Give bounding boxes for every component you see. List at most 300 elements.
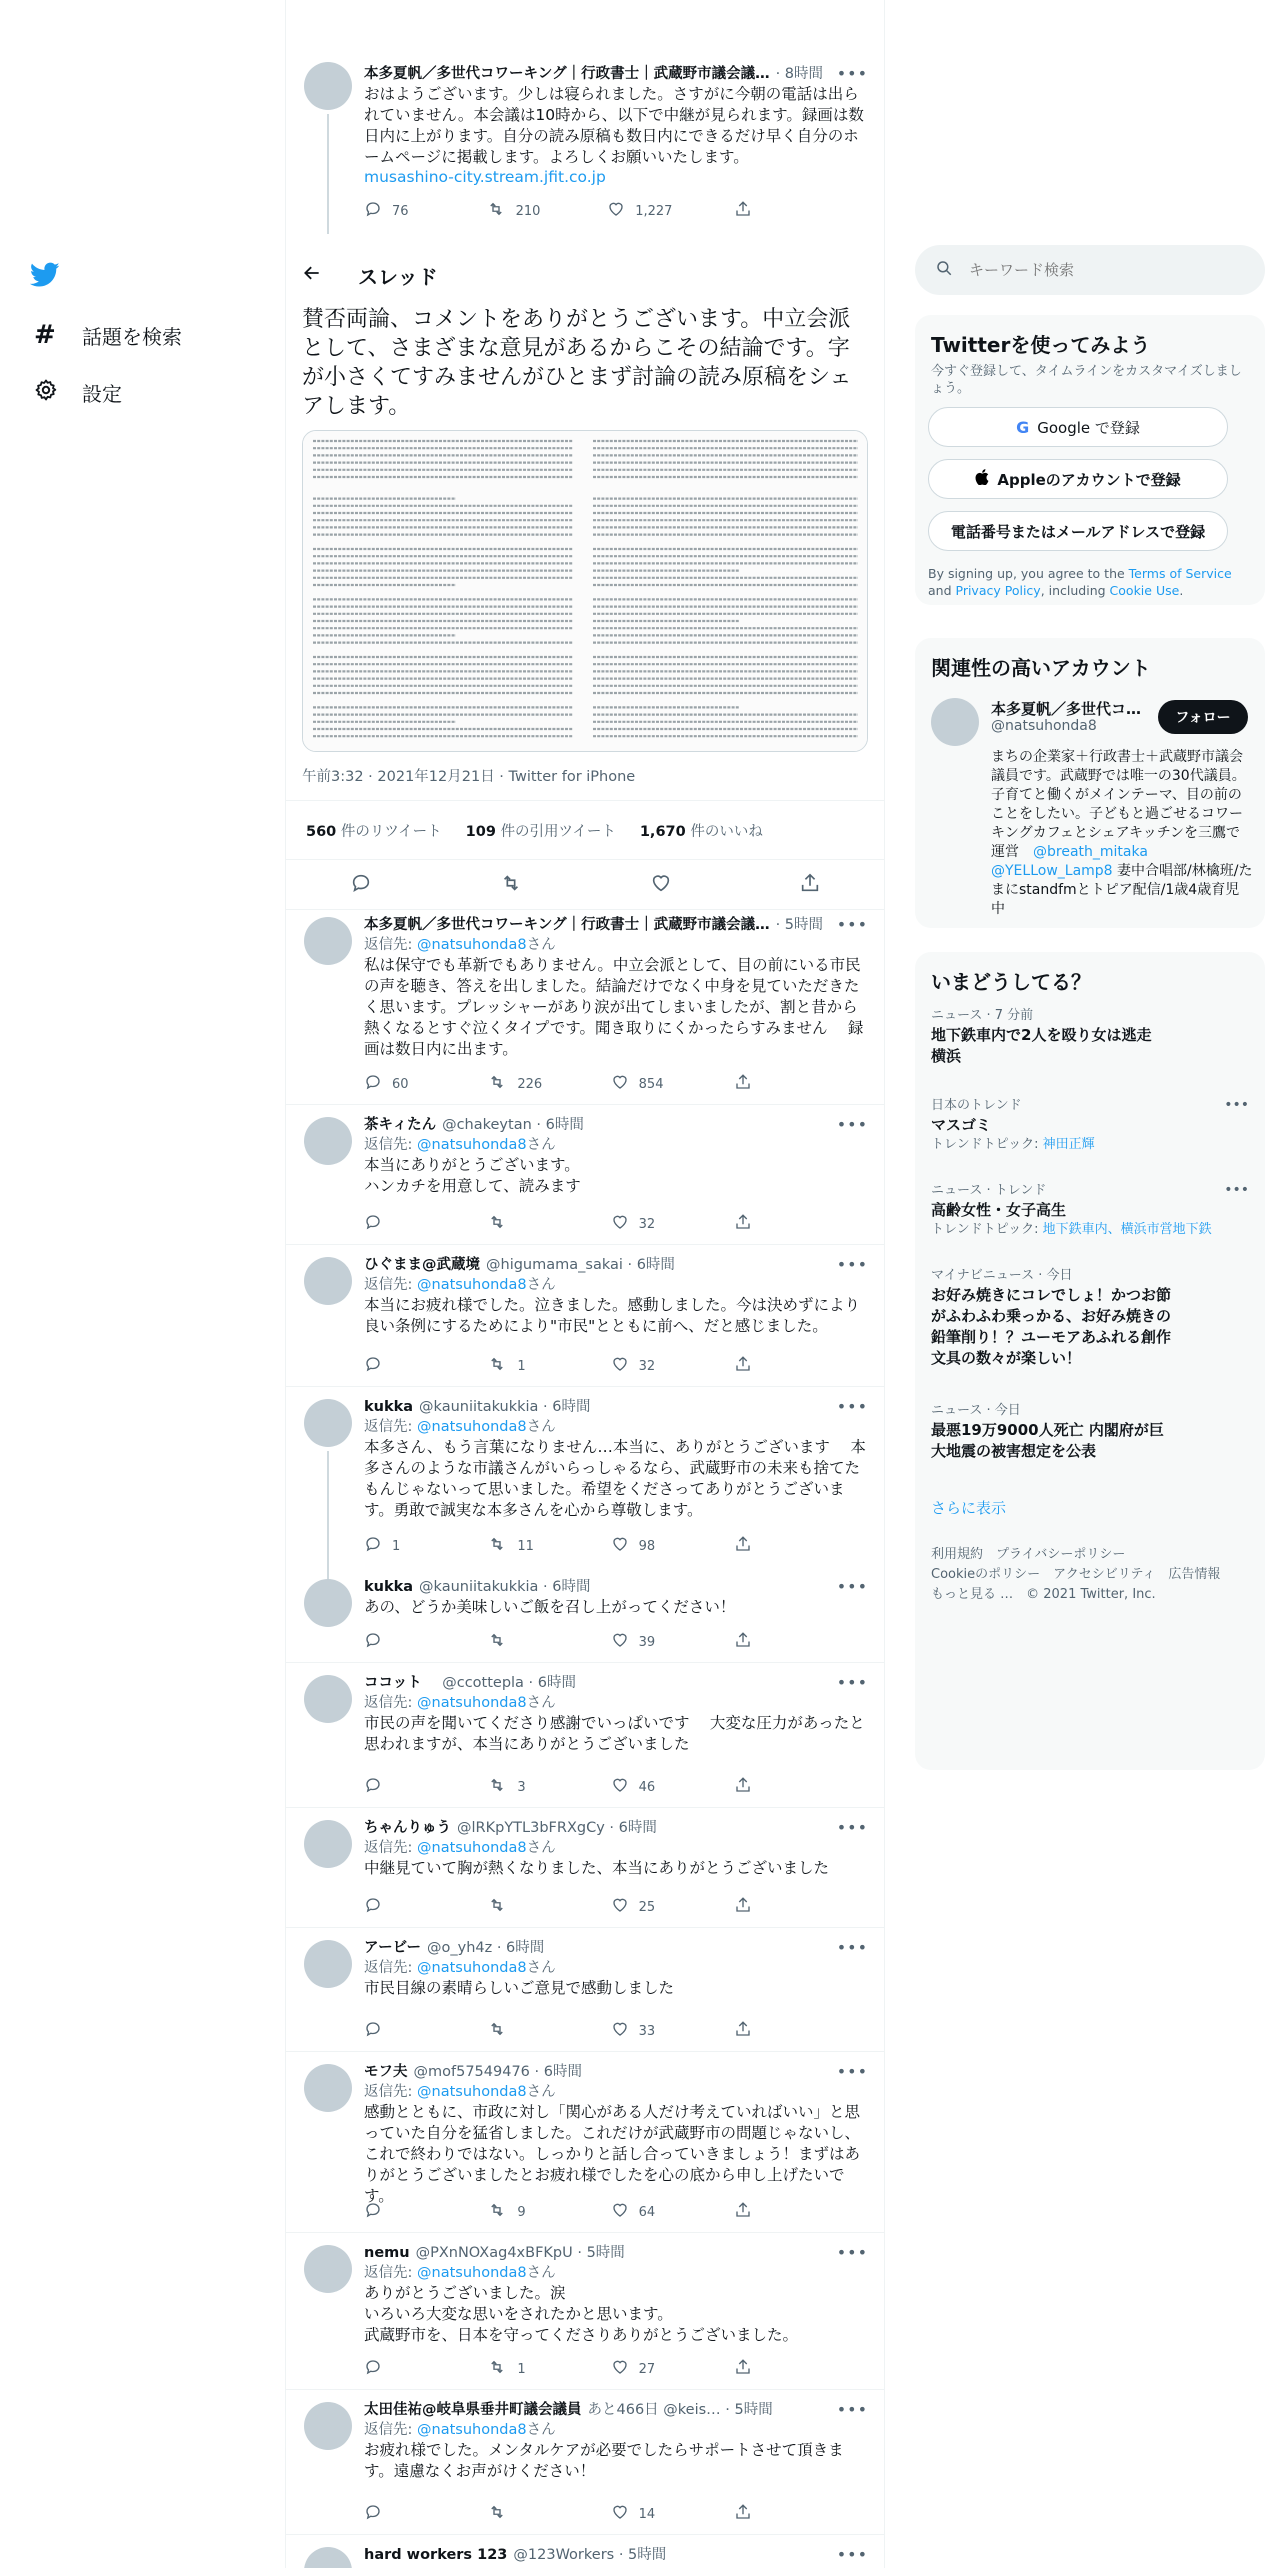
share-button[interactable] — [734, 2503, 794, 2525]
main-tweet-text: 賛否両論、コメントをありがとうございます。中立会派として、さまざまな意見があるからこその結論です。字が小さくてすみませんがひとまず討論の読み原稿をシェアします。 — [302, 307, 852, 419]
heart-icon — [611, 1631, 629, 1653]
author-name[interactable]: モフ夫 — [364, 2064, 408, 2080]
reply-icon — [364, 2358, 382, 2380]
retweet-button[interactable] — [487, 1355, 547, 1377]
share-button[interactable] — [734, 2020, 794, 2042]
author-name[interactable]: ちゃんりゅう — [364, 1820, 451, 1836]
more-icon[interactable]: ••• — [836, 1397, 868, 1416]
trend-item[interactable] — [931, 1402, 1249, 1462]
footer-links — [931, 1545, 1220, 1605]
retweet-button[interactable] — [486, 200, 546, 222]
author-meta[interactable]: @higumama_sakai · 6時間 — [486, 1257, 675, 1273]
apple-signup-button[interactable] — [928, 459, 1228, 499]
reply-icon — [364, 1776, 382, 1798]
avatar[interactable] — [304, 1399, 352, 1447]
trend-item[interactable] — [931, 1182, 1249, 1239]
retweet-icon[interactable] — [499, 872, 523, 898]
relevant-name[interactable]: 本多夏帆／多世代コ… — [991, 700, 1142, 718]
reply-tweet[interactable] — [286, 1105, 884, 1245]
tweet-actions — [364, 1213, 794, 1235]
retweet-count: 3 — [517, 1779, 526, 1795]
reply-button[interactable] — [364, 1355, 424, 1377]
share-icon — [734, 1776, 752, 1798]
trend-item[interactable] — [931, 1007, 1249, 1067]
relevant-people-card — [915, 638, 1265, 928]
reply-context: 返信先: @natsuhonda8さん — [364, 2422, 556, 2438]
avatar[interactable] — [304, 1257, 352, 1305]
avatar[interactable] — [304, 917, 352, 965]
author-meta[interactable]: @123Workers · 5時間 — [513, 2547, 667, 2563]
heart-icon — [611, 2503, 629, 2525]
avatar[interactable] — [304, 1117, 352, 1165]
author-meta[interactable]: @ccottepla · 6時間 — [427, 1675, 576, 1691]
reply-tweet[interactable] — [286, 1663, 884, 1808]
retweet-icon — [487, 2201, 507, 2223]
reply-icon — [364, 1213, 382, 1235]
retweet-icon — [487, 1355, 507, 1377]
retweet-button[interactable] — [487, 1073, 547, 1095]
share-button[interactable] — [734, 1073, 794, 1095]
terms-link[interactable]: Terms of Service — [1128, 566, 1232, 581]
more-icon[interactable]: ••• — [836, 2400, 868, 2419]
retweet-button[interactable] — [487, 2020, 547, 2042]
nav-settings[interactable] — [34, 378, 122, 407]
retweet-button[interactable] — [487, 1776, 547, 1798]
reply-button[interactable] — [364, 2503, 424, 2525]
author-name[interactable]: アービー — [364, 1940, 421, 1956]
document-image — [303, 431, 868, 752]
share-icon — [734, 1355, 752, 1377]
retweet-button[interactable] — [487, 2503, 547, 2525]
tweet-text: 本当にお疲れ様でした。泣きました。感動しました。今は決めずにより良い条例にするためにより"市民"とともに前へ、だと感じました。 — [364, 1296, 861, 1335]
trend-meta: ニュース · 7 分前 — [931, 1008, 1034, 1023]
reply-icon — [364, 2201, 382, 2223]
retweet-button[interactable] — [487, 1631, 547, 1653]
tweet-text: おはようございます。少しは寝られました。さすがに今朝の電話は出られていません。本会議は10時から、以下で中継が見られます。録画は数日内に上がります。自分の読み原稿も数日内にできるだけ早く自分のホームページに掲載します。よろしくお願いいたします。 — [364, 85, 864, 166]
reply-context: 返信先: @natsuhonda8さん — [364, 1419, 556, 1435]
parent-tweet[interactable] — [286, 50, 884, 230]
hashtag-icon: # — [34, 320, 56, 350]
reply-button[interactable] — [364, 1073, 424, 1095]
like-count: 32 — [638, 1216, 656, 1232]
share-icon — [734, 2503, 752, 2525]
quotes-stat[interactable]: 109 件の引用ツイート — [465, 823, 616, 840]
reply-button[interactable] — [364, 2201, 424, 2223]
avatar[interactable] — [304, 62, 352, 110]
reply-tweet[interactable] — [286, 2233, 884, 2390]
signup-terms: By signing up, you agree to the Terms of Service and Privacy Policy, including Cookie Use. — [928, 566, 1232, 598]
tweet-actions — [364, 2503, 794, 2525]
nav-explore[interactable] — [34, 320, 182, 350]
tweet-text: 本当にありがとうございます。 ハンカチを用意して、読みます — [364, 1156, 581, 1195]
retweet-button[interactable] — [487, 2358, 547, 2380]
author-meta[interactable]: @o_yh4z · 6時間 — [427, 1940, 545, 1956]
avatar[interactable] — [304, 2547, 352, 2568]
trend-topic-link[interactable]: 神田正輝 — [1042, 1137, 1095, 1152]
retweet-count: 9 — [517, 2204, 526, 2220]
twitter-logo-icon[interactable] — [30, 262, 60, 292]
author-name[interactable]: ひぐまま@武蔵境 — [364, 1257, 480, 1273]
tweet-actions — [364, 2358, 794, 2380]
reply-icon — [364, 1073, 382, 1095]
like-count: 46 — [638, 1779, 656, 1795]
like-count: 27 — [638, 2361, 656, 2377]
heart-icon — [611, 2020, 629, 2042]
reply-count: 76 — [392, 203, 409, 219]
more-icon[interactable]: ••• — [836, 1115, 868, 1134]
like-button[interactable] — [611, 1776, 671, 1798]
apple-signup-label: Appleのアカウントで登録 — [997, 470, 1181, 489]
trends-card — [915, 952, 1265, 1770]
more-icon[interactable]: ••• — [836, 915, 868, 934]
avatar[interactable] — [304, 2245, 352, 2293]
author-meta[interactable]: @PXnNOXag4xBFKpU · 5時間 — [415, 2245, 625, 2261]
main-tweet-timestamp[interactable]: 午前3:32 · 2021年12月21日 · Twitter for iPhone — [302, 769, 636, 785]
reply-icon — [364, 1355, 382, 1377]
bio-mention-link[interactable]: @breath_mitaka — [1033, 844, 1148, 860]
reply-tweet[interactable] — [286, 905, 884, 1105]
trend-item[interactable] — [931, 1267, 1249, 1369]
reply-tweet[interactable] — [286, 2535, 884, 2568]
reply-tweet[interactable] — [286, 1808, 884, 1928]
share-icon — [734, 2020, 752, 2042]
author-meta[interactable]: · 5時間 — [775, 917, 824, 933]
reply-context: 返信先: @natsuhonda8さん — [364, 1277, 556, 1293]
share-icon — [734, 1213, 752, 1235]
trend-title: お好み焼きにコレでしょ！かつお節がふわふわ乗っかる、お好み焼きの鉛筆削り！？ユーモアあふれる創作文具の数々が楽しい！ — [931, 1286, 1172, 1367]
retweet-icon — [487, 2503, 507, 2525]
reply-icon — [364, 200, 382, 222]
heart-icon — [611, 1776, 629, 1798]
trend-title: 最悪19万9000人死亡 内閣府が巨大地震の被害想定を公表 — [931, 1421, 1164, 1460]
retweet-icon — [487, 2358, 507, 2380]
author-name[interactable]: 太田佳祐@岐阜県垂井町議会議員 — [364, 2402, 582, 2418]
share-icon — [734, 1896, 752, 1918]
trends-title: いまどうしてる？ — [931, 970, 1091, 994]
mention-link[interactable]: @natsuhonda8 — [417, 1419, 527, 1435]
trend-title: マスゴミ — [931, 1116, 992, 1134]
reply-button[interactable] — [364, 2358, 424, 2380]
show-more-link[interactable]: さらに表示 — [931, 1499, 1007, 1517]
mention-link[interactable]: @natsuhonda8 — [417, 2422, 527, 2438]
mention-link[interactable]: @natsuhonda8 — [417, 2265, 527, 2281]
signup-subtitle: 今すぐ登録して、タイムラインをカスタマイズしましょう。 — [931, 364, 1242, 396]
tweet-text: ありがとうございました。涙 いろいろ大変な思いをされたかと思います。 武蔵野市を、日本を守ってくださりありがとうございました。 — [364, 2284, 799, 2344]
avatar[interactable] — [304, 2064, 352, 2112]
reply-icon — [364, 1896, 382, 1918]
like-count: 98 — [638, 1538, 656, 1554]
trend-item[interactable] — [931, 1097, 1249, 1154]
reply-tweet[interactable] — [286, 2052, 884, 2233]
share-button[interactable] — [734, 2201, 794, 2223]
reply-context: 返信先: @natsuhonda8さん — [364, 1840, 556, 1856]
main-tweet-actions — [286, 860, 884, 910]
like-button[interactable] — [611, 2020, 671, 2042]
like-count: 14 — [638, 2506, 656, 2522]
search-bar[interactable] — [915, 245, 1265, 295]
mention-link[interactable]: @natsuhonda8 — [417, 1960, 527, 1976]
reply-context: 返信先: @natsuhonda8さん — [364, 1695, 556, 1711]
reply-button[interactable] — [364, 1213, 424, 1235]
heart-icon — [611, 1535, 629, 1557]
tweet-actions — [364, 1355, 794, 1377]
reply-button[interactable] — [364, 1631, 424, 1653]
retweet-count: 11 — [517, 1538, 534, 1554]
share-icon — [734, 1535, 752, 1557]
like-count: 33 — [638, 2023, 656, 2039]
share-icon — [734, 200, 752, 222]
tweet-actions — [364, 1535, 794, 1557]
search-input[interactable] — [969, 261, 1229, 279]
heart-icon[interactable] — [650, 872, 672, 898]
trend-topic: トレンドトピック: 地下鉄車内、横浜市営地下鉄 — [931, 1222, 1212, 1237]
like-count: 32 — [638, 1358, 656, 1374]
mention-link[interactable]: @natsuhonda8 — [417, 937, 527, 953]
tweet-actions — [364, 2020, 794, 2042]
google-signup-label: Google で登録 — [1037, 418, 1140, 437]
retweets-stat[interactable]: 560 件のリツイート — [306, 823, 442, 840]
more-icon[interactable]: ••• — [836, 1255, 868, 1274]
reply-icon[interactable] — [350, 872, 372, 898]
heart-icon — [611, 1073, 629, 1095]
heart-icon — [611, 1896, 629, 1918]
retweet-icon — [487, 1896, 507, 1918]
author-name[interactable]: 本多夏帆／多世代コワーキング｜行政書士｜武蔵野市議会議… — [364, 917, 770, 933]
share-button[interactable] — [734, 200, 794, 222]
author-name[interactable]: 本多夏帆／多世代コワーキング｜行政書士｜武蔵野市議会議… — [364, 66, 770, 82]
tweet-actions — [364, 1896, 794, 1918]
more-icon[interactable]: ••• — [836, 1577, 868, 1596]
like-button[interactable] — [611, 1073, 671, 1095]
retweet-button[interactable] — [487, 2201, 547, 2223]
thread-connector — [327, 1451, 329, 1581]
retweet-count: 1 — [517, 1358, 526, 1374]
tweet-text: お疲れ様でした。メンタルケアが必要でしたらサポートさせて頂きます。遠慮なくお声がけください！ — [364, 2441, 844, 2480]
footer-line[interactable]: 利用規約 プライバシーポリシー — [931, 1547, 1126, 1562]
retweet-icon — [487, 1631, 507, 1653]
google-signup-button[interactable] — [928, 407, 1228, 447]
mention-link[interactable]: @natsuhonda8 — [417, 1840, 527, 1856]
like-button[interactable] — [611, 1896, 671, 1918]
share-icon — [734, 2201, 752, 2223]
reply-button[interactable] — [364, 2020, 424, 2042]
relevant-handle[interactable]: @natsuhonda8 — [991, 718, 1097, 734]
main-tweet-image[interactable] — [302, 430, 868, 752]
like-button[interactable] — [611, 1355, 671, 1377]
mention-link[interactable]: @natsuhonda8 — [417, 1695, 527, 1711]
like-button[interactable] — [611, 1535, 671, 1557]
reply-icon — [364, 1535, 382, 1557]
follow-button[interactable]: フォロー — [1158, 700, 1248, 734]
search-icon — [935, 259, 953, 281]
more-icon[interactable]: ••• — [836, 1938, 868, 1957]
author-name[interactable]: hard workers 123 — [364, 2547, 508, 2563]
retweet-count: 210 — [515, 203, 541, 219]
like-button[interactable] — [611, 2201, 671, 2223]
author-name[interactable]: kukka — [364, 1579, 414, 1595]
tweet-actions — [364, 1073, 794, 1095]
trend-meta: ニュース · 今日 — [931, 1403, 1021, 1418]
reply-icon — [364, 1631, 382, 1653]
more-icon[interactable]: ••• — [836, 2243, 868, 2262]
reply-button[interactable] — [364, 200, 424, 222]
tweet-text: 本多さん、もう言葉になりません…本当に、ありがとうございます 本多さんのような市議さんがいらっしゃるなら、武蔵野市の未来も捨てたもんじゃないって思いました。希望をくださってありがとうございます。勇敢で誠実な本多さんを心から尊敬します。 — [364, 1438, 866, 1519]
share-button[interactable] — [734, 1631, 794, 1653]
like-count: 39 — [638, 1634, 656, 1650]
apple-icon — [975, 469, 989, 489]
author-meta[interactable]: @chakeytan · 6時間 — [442, 1117, 584, 1133]
avatar[interactable] — [304, 1675, 352, 1723]
thread-column — [285, 0, 885, 2568]
author-name[interactable]: 茶キィたん — [364, 1117, 437, 1133]
trend-topic: トレンドトピック: 神田正輝 — [931, 1137, 1095, 1152]
like-button[interactable] — [611, 1213, 671, 1235]
tweet-actions — [364, 1631, 794, 1653]
footer-line[interactable]: Cookieのポリシー アクセシビリティ 広告情報 — [931, 1567, 1221, 1582]
google-icon: G — [1016, 417, 1030, 437]
footer-line[interactable]: もっと見る … © 2021 Twitter, Inc. — [931, 1587, 1156, 1602]
avatar[interactable] — [931, 698, 979, 746]
nav-settings-label: 設定 — [82, 382, 122, 406]
reply-count: 1 — [392, 1538, 401, 1554]
mention-link[interactable]: @natsuhonda8 — [417, 2084, 527, 2100]
reply-tweet[interactable] — [286, 1245, 884, 1387]
reply-icon — [364, 2020, 382, 2042]
avatar[interactable] — [304, 1579, 352, 1627]
like-button[interactable] — [607, 200, 672, 222]
phone-email-signup-button[interactable] — [928, 511, 1228, 551]
heart-icon — [611, 2201, 629, 2223]
cookie-link[interactable]: Cookie Use — [1109, 583, 1180, 598]
avatar[interactable] — [304, 2402, 352, 2450]
trend-title: 高齢女性・女子高生 — [931, 1201, 1067, 1219]
retweet-icon — [487, 1776, 507, 1798]
tweet-actions — [364, 200, 794, 222]
more-icon[interactable]: ••• — [836, 1818, 868, 1837]
retweet-icon — [487, 1535, 507, 1557]
reply-tweet[interactable] — [286, 2390, 884, 2535]
back-arrow-icon[interactable] — [302, 263, 338, 287]
phone-email-signup-label: 電話番号またはメールアドレスで登録 — [950, 522, 1206, 541]
more-icon[interactable]: ••• — [1224, 1097, 1249, 1113]
like-count: 25 — [638, 1899, 656, 1915]
share-button[interactable] — [734, 1535, 794, 1557]
privacy-link[interactable]: Privacy Policy — [955, 583, 1041, 598]
share-button[interactable] — [734, 1776, 794, 1798]
share-button[interactable] — [734, 1213, 794, 1235]
thread-title: スレッド — [358, 264, 438, 289]
trend-meta: ニュース · トレンド — [931, 1183, 1047, 1198]
avatar[interactable] — [304, 1940, 352, 1988]
share-icon — [734, 1631, 752, 1653]
author-meta[interactable]: @lRKpYTL3bFRXgCy · 6時間 — [457, 1820, 657, 1836]
trend-meta: マイナビニュース · 今日 — [931, 1268, 1073, 1283]
reply-tweet[interactable] — [286, 1387, 884, 1567]
bio-mention-link[interactable]: @YELLow_Lamp8 — [991, 863, 1113, 879]
heart-icon — [611, 2358, 629, 2380]
author-meta[interactable]: @kauniitakukkia · 6時間 — [419, 1399, 591, 1415]
author-name[interactable]: ココット — [364, 1675, 422, 1691]
more-icon[interactable]: ••• — [1224, 1182, 1249, 1198]
author-meta[interactable]: @mof57549476 · 6時間 — [413, 2064, 582, 2080]
reply-context: 返信先: @natsuhonda8さん — [364, 2084, 556, 2100]
trend-meta: 日本のトレンド — [931, 1098, 1022, 1113]
like-button[interactable] — [611, 1631, 671, 1653]
retweet-icon — [486, 200, 506, 222]
retweet-button[interactable] — [487, 1896, 547, 1918]
reply-context: 返信先: @natsuhonda8さん — [364, 937, 556, 953]
thread-connector — [327, 114, 329, 234]
heart-icon — [607, 200, 625, 222]
mention-link[interactable]: @natsuhonda8 — [417, 1277, 527, 1293]
tweet-text: あの、どうか美味しいご飯を召し上がってください！ — [364, 1598, 736, 1616]
nav-explore-label: 話題を検索 — [82, 324, 182, 349]
avatar[interactable] — [304, 1820, 352, 1868]
reply-button[interactable] — [364, 1896, 424, 1918]
reply-count: 60 — [392, 1076, 409, 1092]
tweet-time[interactable]: · 8時間 — [775, 66, 824, 82]
more-icon[interactable]: ••• — [836, 2545, 868, 2564]
heart-icon — [611, 1355, 629, 1377]
signup-title: Twitterを使ってみよう — [931, 333, 1151, 357]
like-count: 64 — [638, 2204, 656, 2220]
reply-tweet[interactable] — [286, 1567, 884, 1663]
likes-stat[interactable]: 1,670 件のいいね — [639, 823, 763, 840]
share-icon[interactable] — [799, 872, 821, 898]
gear-icon — [34, 378, 60, 407]
thread-header — [286, 245, 884, 305]
tweet-text: 市民の声を聞いてくださり感謝でいっぱいです 大変な圧力があったと思われますが、本当にありがとうございました — [364, 1714, 865, 1753]
tweet-text: 感動とともに、市政に対し「関心がある人だけ考えていればいい」と思っていた自分を猛省しました。これだけが武蔵野市の問題じゃないし、これで終わりではない。しっかりと話し合っていきましょう！まずはありがとうございましたとお疲れ様でしたを心の底から申し上げたいです。 — [364, 2103, 861, 2205]
like-button[interactable] — [611, 2358, 671, 2380]
engagement-stats — [286, 800, 884, 860]
relevant-title: 関連性の高いアカウント — [931, 656, 1151, 680]
reply-button[interactable] — [364, 1776, 424, 1798]
author-meta[interactable]: @kauniitakukkia · 6時間 — [419, 1579, 591, 1595]
share-button[interactable] — [734, 1355, 794, 1377]
like-count: 854 — [638, 1076, 664, 1092]
like-button[interactable] — [611, 2503, 671, 2525]
reply-context: 返信先: @natsuhonda8さん — [364, 2265, 556, 2281]
like-count: 1,227 — [635, 203, 673, 219]
mention-link[interactable]: @natsuhonda8 — [417, 1137, 527, 1153]
tweet-text: 市民目線の素晴らしいご意見で感動しました — [364, 1979, 675, 1997]
tweet-link[interactable]: musashino-city.stream.jfit.co.jp — [364, 168, 606, 186]
retweet-icon — [487, 1213, 507, 1235]
more-icon[interactable]: ••• — [836, 2062, 868, 2081]
reply-context: 返信先: @natsuhonda8さん — [364, 1960, 556, 1976]
reply-button[interactable] — [364, 1535, 424, 1557]
trend-topic-link[interactable]: 地下鉄車内、横浜市営地下鉄 — [1042, 1222, 1212, 1237]
tweet-actions — [364, 1776, 794, 1798]
tweet-text: 私は保守でも革新でもありません。中立会派として、目の前にいる市民の声を聴き、答えを出しました。結論だけでなく中身を見ていただきたく思います。プレッシャーがあり涙が出てしまいましたが、割と昔から熱くなるとすぐ泣くタイプです。聞き取りにくかったらすみません 録画は数日内に出ます。 — [364, 956, 864, 1058]
reply-tweet[interactable] — [286, 1928, 884, 2052]
share-button[interactable] — [734, 2358, 794, 2380]
trend-title: 地下鉄車内で2人を殴り女は逃走 横浜 — [931, 1026, 1152, 1065]
retweet-button[interactable] — [487, 1213, 547, 1235]
author-meta[interactable]: あと466日 @keis… · 5時間 — [587, 2402, 773, 2418]
author-name[interactable]: kukka — [364, 1399, 414, 1415]
retweet-button[interactable] — [487, 1535, 547, 1557]
author-name[interactable]: nemu — [364, 2245, 410, 2261]
more-icon[interactable]: ••• — [836, 64, 868, 83]
share-button[interactable] — [734, 1896, 794, 1918]
signup-card — [915, 315, 1265, 605]
reply-context: 返信先: @natsuhonda8さん — [364, 1137, 556, 1153]
more-icon[interactable]: ••• — [836, 1673, 868, 1692]
reply-icon — [364, 2503, 382, 2525]
retweet-icon — [487, 2020, 507, 2042]
